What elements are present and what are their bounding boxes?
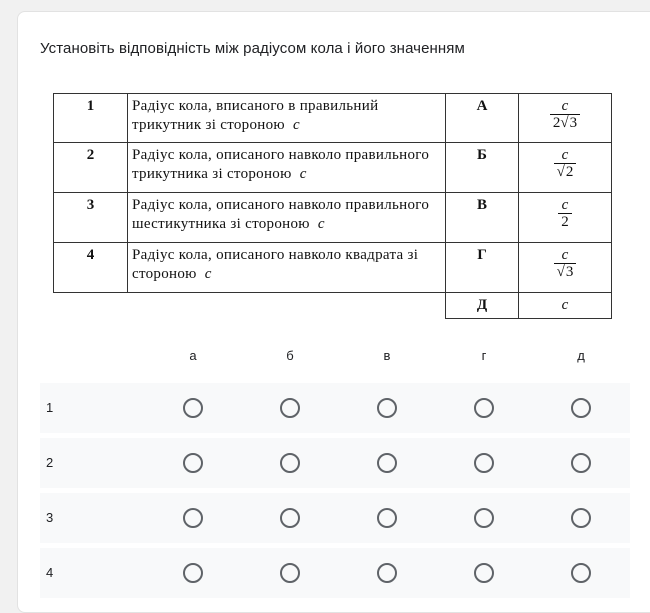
row-number: 4 [54, 243, 128, 293]
row-number: 1 [54, 94, 128, 143]
grid-column-header: б [286, 348, 294, 363]
radio-2-v[interactable] [377, 453, 397, 473]
option-formula: $\frac{c}{√2}$ [519, 143, 612, 193]
task-row [54, 193, 612, 243]
radio-1-d[interactable] [571, 398, 591, 418]
radio-3-g[interactable] [474, 508, 494, 528]
radio-4-v[interactable] [377, 563, 397, 583]
option-formula: $\frac{c}{2}$ [519, 193, 612, 243]
row-number: 2 [54, 143, 128, 193]
grid-row [40, 493, 630, 543]
task-table [53, 93, 612, 319]
radio-1-a[interactable] [183, 398, 203, 418]
radio-2-d[interactable] [571, 453, 591, 473]
grid-row [40, 548, 630, 598]
radio-1-b[interactable] [280, 398, 300, 418]
option-letter: Б [446, 143, 519, 193]
option-formula: $\frac{c}{√3}$ [519, 243, 612, 293]
radio-3-v[interactable] [377, 508, 397, 528]
option-letter: Д [446, 293, 519, 319]
radio-3-a[interactable] [183, 508, 203, 528]
grid-column-header: г [481, 348, 487, 363]
row-text: Радіус кола, вписаного в правильний трикутник зі стороною c [128, 94, 446, 143]
grid-column-header: а [189, 348, 197, 363]
task-row [54, 243, 612, 293]
row-text: Радіус кола, описаного навколо правильного трикутника зі стороною c [128, 143, 446, 193]
grid-row-label: 2 [46, 455, 54, 470]
radio-1-v[interactable] [377, 398, 397, 418]
grid-column-header: д [577, 348, 585, 363]
question-title: Установіть відповідність між радіусом кола і його значенням [40, 40, 465, 57]
radio-4-d[interactable] [571, 563, 591, 583]
option-letter: Г [446, 243, 519, 293]
row-number: 3 [54, 193, 128, 243]
radio-4-b[interactable] [280, 563, 300, 583]
grid-row-label: 4 [46, 565, 54, 580]
radio-1-g[interactable] [474, 398, 494, 418]
grid-row [40, 438, 630, 488]
row-text: Радіус кола, описаного навколо квадрата зі стороною c [128, 243, 446, 293]
option-letter: А [446, 94, 519, 143]
radio-2-a[interactable] [183, 453, 203, 473]
grid-row-label: 1 [46, 400, 54, 415]
radio-4-g[interactable] [474, 563, 494, 583]
grid-row-label: 3 [46, 510, 54, 525]
radio-4-a[interactable] [183, 563, 203, 583]
row-text: Радіус кола, описаного навколо правильного шестикутника зі стороною c [128, 193, 446, 243]
option-formula: c [519, 293, 612, 319]
option-letter: В [446, 193, 519, 243]
task-row [54, 143, 612, 193]
grid-row [40, 383, 630, 433]
radio-2-b[interactable] [280, 453, 300, 473]
radio-3-d[interactable] [571, 508, 591, 528]
radio-3-b[interactable] [280, 508, 300, 528]
radio-2-g[interactable] [474, 453, 494, 473]
option-formula: $\frac{c}{2√3}$ [519, 94, 612, 143]
task-row-extra [54, 293, 612, 319]
grid-column-header: в [383, 348, 391, 363]
task-row [54, 94, 612, 143]
